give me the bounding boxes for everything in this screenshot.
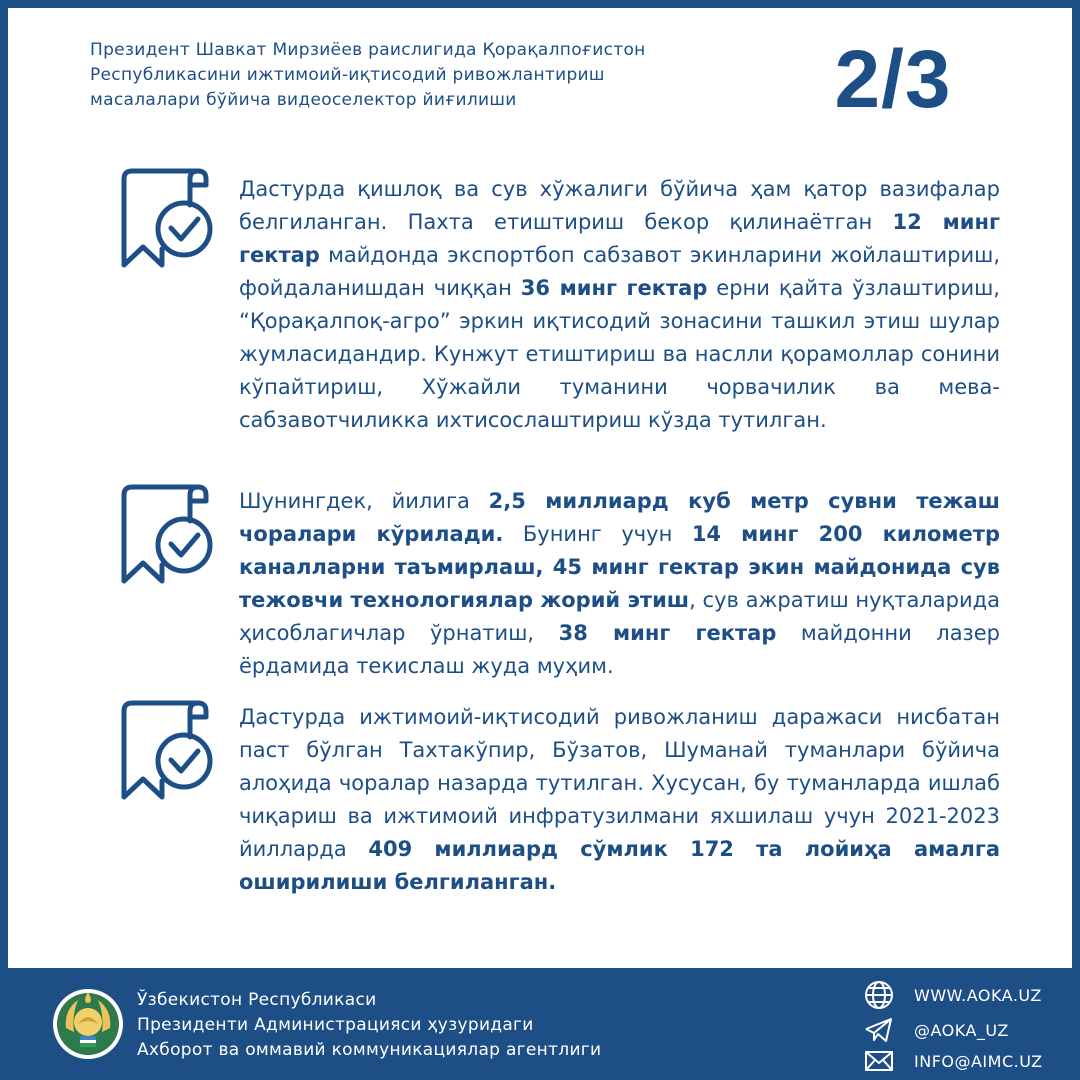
footer	[0, 968, 1080, 1080]
page-indicator: 2/3	[834, 34, 952, 125]
paragraph-text: майдонда экспортбоп сабзавот экинларини жойлаштириш, фойдаланишдан чиққан	[239, 243, 1000, 300]
agency-name	[137, 988, 601, 1063]
block-paragraph	[239, 485, 1000, 683]
telegram-icon	[862, 1015, 896, 1045]
block-paragraph	[239, 173, 1000, 437]
content-card	[8, 8, 1072, 968]
telegram-link[interactable]: @AOKA_UZ	[914, 1020, 1009, 1040]
page-title	[90, 38, 730, 113]
title-line: Президент Шавкат Мирзиёев раислигида Қорақалпоғистон	[90, 40, 646, 60]
highlight-text: 12 минг гектар	[239, 210, 1000, 267]
contact-website[interactable]	[862, 980, 1062, 1010]
document-checkmark-icon	[114, 695, 214, 815]
block-paragraph	[239, 701, 1000, 899]
email-link[interactable]: INFO@AIMC.UZ	[914, 1051, 1043, 1071]
paragraph-text: майдонни лазер ёрдамида текислаш жуда муҳим.	[239, 621, 1000, 678]
agency-line: Ўзбекистон Республикаси	[137, 990, 377, 1010]
uzbekistan-state-emblem-icon	[52, 988, 124, 1060]
highlight-text: 36 минг гектар	[520, 276, 708, 300]
paragraph-text: Дастурда ижтимоий-иқтисодий ривожланиш даражаси нисбатан паст бўлган Тахтакўпир, Бўзатов, Шуманай туманлари бўйича алоҳида чоралар назарда тутилган. Хусусан, бу туманларда ишлаб чиқариш ва ижтимоий инфратузилмани яхшилаш учун 2021-2023 йилларда	[239, 705, 1000, 861]
agency-line: Ахборот ва оммавий коммуникациялар агентлиги	[137, 1040, 602, 1060]
contact-email[interactable]	[862, 1046, 1062, 1076]
title-line: Республикасини ижтимоий-иқтисодий ривожлантириш	[90, 65, 605, 85]
paragraph-text: , сув ажратиш нуқталарида ҳисоблагичлар ўрнатиш,	[239, 588, 1000, 645]
highlight-text: 409 миллиард сўмлик 172 та лойиҳа амалга оширилиши белгиланган.	[239, 837, 1000, 894]
paragraph-text: ерни қайта ўзлаштириш, “Қорақалпоқ-агро” эркин иқтисодий зонасини ташкил этиш шулар жумласидандир. Кунжут етиштириш ва наслли қорамоллар сонини кўпайтириш, Хўжайли туманини чорвачилик ва мева-сабзавотчиликка ихтисослаштириш кўзда тутилган.	[239, 276, 1000, 432]
highlight-text: 14 минг 200 километр каналларни таъмирлаш, 45 минг гектар экин майдонида сув тежовчи технологиялар жорий этиш	[239, 522, 1000, 612]
paragraph-text: Дастурда қишлоқ ва сув хўжалиги бўйича ҳам қатор вазифалар белгиланган. Пахта етиштириш бекор қилинаётган	[239, 177, 1000, 234]
title-line: масалалари бўйича видеоселектор йиғилиши	[90, 90, 517, 110]
globe-icon	[862, 980, 896, 1010]
paragraph-text: Бунинг учун	[503, 522, 692, 546]
contact-telegram[interactable]	[862, 1015, 1062, 1045]
paragraph-text: Шунингдек, йилига	[239, 489, 489, 513]
highlight-text: 2,5 миллиард куб метр сувни тежаш чоралари кўрилади.	[239, 489, 1000, 546]
document-checkmark-icon	[114, 479, 214, 599]
highlight-text: 38 минг гектар	[558, 621, 777, 645]
document-checkmark-icon	[114, 163, 214, 283]
agency-line: Президенти Администрацияси ҳузуридаги	[137, 1015, 534, 1035]
mail-icon	[862, 1046, 896, 1076]
website-link[interactable]: WWW.AOKA.UZ	[914, 985, 1042, 1005]
